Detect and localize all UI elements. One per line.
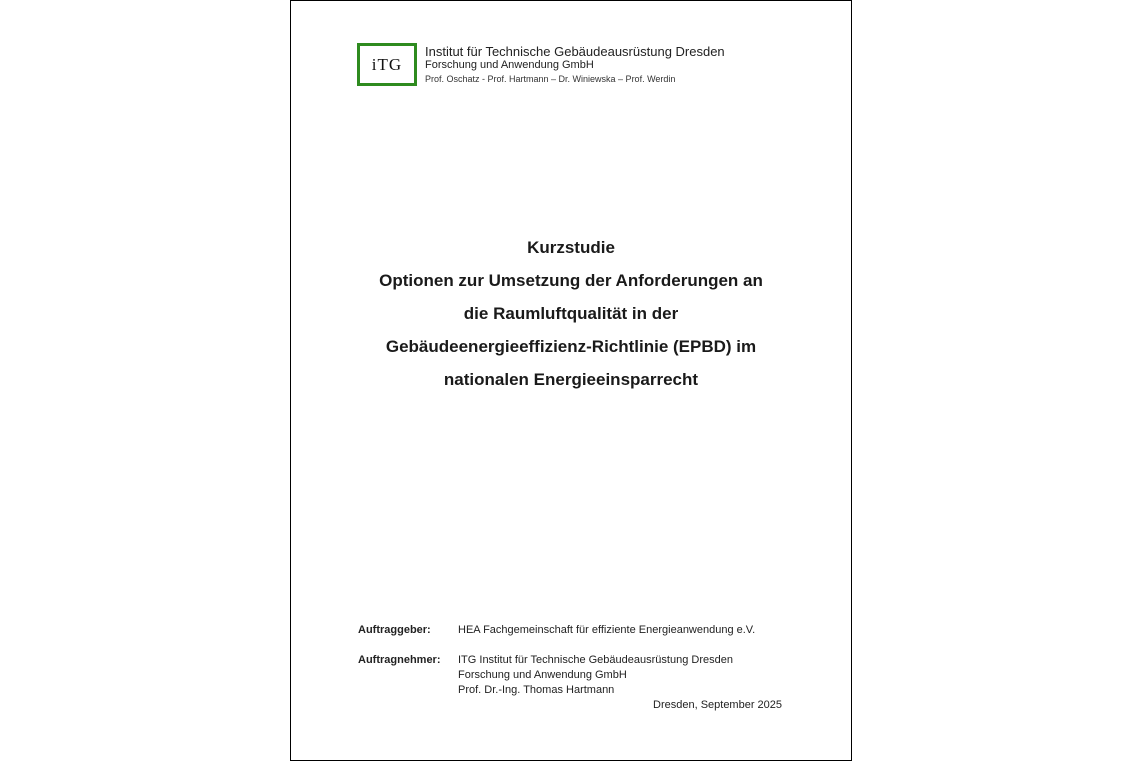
logo-text: iTG bbox=[371, 54, 403, 74]
institute-subtitle: Forschung und Anwendung GmbH bbox=[425, 59, 594, 71]
institute-professors: Prof. Oschatz - Prof. Hartmann – Dr. Winiewska – Prof. Werdin bbox=[425, 74, 676, 84]
title-line-4: Gebäudeenergieeffizienz-Richtlinie (EPBD) im bbox=[385, 337, 757, 356]
client-label: Auftraggeber: bbox=[358, 624, 431, 636]
title-line-3: die Raumluftqualität in der bbox=[463, 304, 679, 323]
title-line-1: Kurzstudie bbox=[527, 238, 615, 257]
contractor-line-2: Forschung und Anwendung GmbH bbox=[458, 669, 627, 681]
document-title bbox=[291, 231, 851, 396]
title-line-2: Optionen zur Umsetzung der Anforderungen an bbox=[379, 271, 763, 290]
client-value: HEA Fachgemeinschaft für effiziente Energieanwendung e.V. bbox=[458, 624, 756, 636]
contractor-line-1: ITG Institut für Technische Gebäudeausrüstung Dresden bbox=[458, 654, 733, 666]
title-line-5: nationalen Energieeinsparrecht bbox=[443, 370, 699, 389]
place-date: Dresden, September 2025 bbox=[653, 699, 783, 711]
document-page bbox=[290, 0, 852, 761]
institute-name: Institut für Technische Gebäudeausrüstung Dresden bbox=[425, 44, 725, 59]
contractor-line-3: Prof. Dr.-Ing. Thomas Hartmann bbox=[458, 684, 615, 696]
itg-logo bbox=[357, 43, 417, 86]
contractor-label: Auftragnehmer: bbox=[358, 654, 441, 666]
